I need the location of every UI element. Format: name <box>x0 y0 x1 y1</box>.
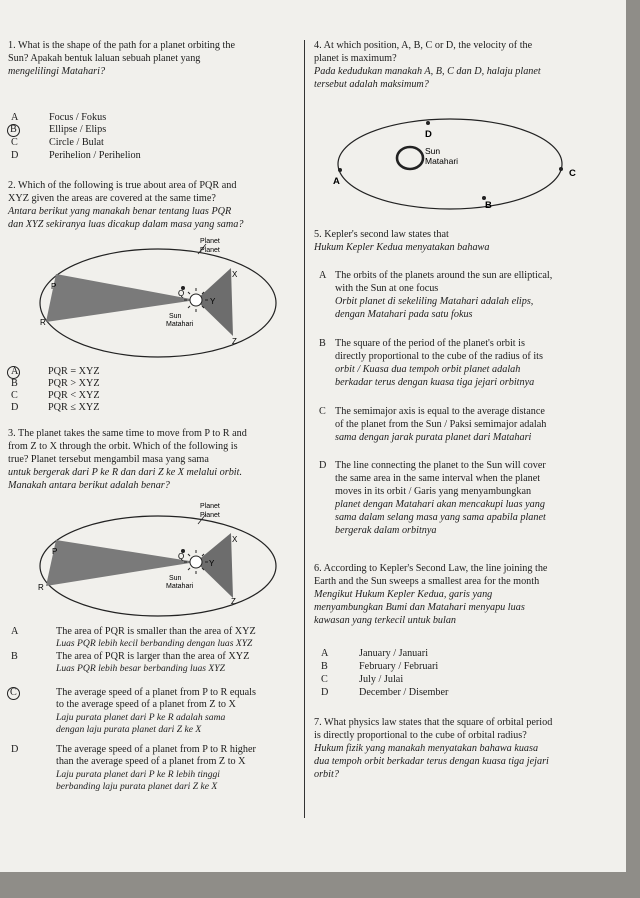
q5-option-a-ms-2: dengan Matahari pada satu fokus <box>335 309 473 320</box>
position-label: D <box>425 129 432 140</box>
q5-option-letter-b: B <box>319 338 326 349</box>
q5-option-d-ms-3: bergerak dalam orbitnya <box>335 525 437 536</box>
point-label: Q <box>178 289 185 298</box>
q1-text-en-1: 1. What is the shape of the path for a planet orbiting the <box>8 40 235 51</box>
q5-option-c-ms: sama dengan jarak purata planet dari Matahari <box>335 432 532 443</box>
sun-label-ms: Matahari <box>425 156 459 166</box>
q3-option-c-en-2: to the average speed of a planet from Z to X <box>56 699 236 710</box>
point-label: Y <box>209 559 215 568</box>
q3-orbit-diagram <box>0 502 300 617</box>
q1-option-a: Focus / Fokus <box>49 112 107 123</box>
q1-option-c: Circle / Bulat <box>49 137 104 148</box>
point-label: R <box>38 583 44 592</box>
q2-text-ms-2: dan XYZ sekiranya luas dicakup dalam masa yang sama? <box>8 219 244 230</box>
q1-text-ms: mengelilingi Matahari? <box>8 66 106 77</box>
q3-option-c-en-1: The average speed of a planet from P to R equals <box>56 687 256 698</box>
q3-text-ms-2: Manakah antara berikut adalah benar? <box>8 480 170 491</box>
point-label: P <box>51 282 57 291</box>
q3-option-letter-d: D <box>11 744 19 755</box>
q5-option-b-en-2: directly proportional to the cube of the radius of its <box>335 351 543 362</box>
q4-text-en-2: planet is maximum? <box>314 53 397 64</box>
q3-option-d-ms-2: berbanding laju purata planet dari Z ke X <box>56 781 218 792</box>
q7-text-ms-2: dua tempoh orbit berkadar terus dengan kuasa tiga jejari <box>314 756 549 767</box>
point-label: Z <box>231 597 236 606</box>
q3-option-c-ms-2: dengan laju purata planet dari Z ke X <box>56 724 202 735</box>
q5-option-a-ms-1: Orbit planet di sekeliling Matahari adalah elips, <box>335 296 534 307</box>
position-label: C <box>569 168 576 179</box>
q5-option-d-ms-2: sama dalam selang masa yang sama apabila planet <box>335 512 546 523</box>
q7-text-ms-1: Hukum fizik yang manakah menyatakan bahawa kuasa <box>314 743 539 754</box>
q3-option-b-en: The area of PQR is larger than the area of XYZ <box>56 651 250 662</box>
q6-option-letter-b: B <box>321 661 328 672</box>
q2-orbit-diagram <box>0 232 300 362</box>
q6-option-d: December / Disember <box>359 687 449 698</box>
position-dot <box>426 121 430 125</box>
point-label: R <box>40 318 46 327</box>
q5-option-b-ms: berkadar terus dengan kuasa tiga jejari orbitnya <box>335 377 535 388</box>
q6-option-letter-c: C <box>321 674 328 685</box>
q5-option-d-ms-1: planet dengan Matahari akan mencakupi luas yang <box>335 499 545 510</box>
q1-option-letter-a: A <box>11 112 19 123</box>
q2-option-letter-b: B <box>11 378 18 389</box>
q3-option-d-en-2: than the average speed of a planet from Z to X <box>56 756 246 767</box>
q3-option-b-ms: Luas PQR lebih besar berbanding luas XYZ <box>56 663 225 674</box>
q6-option-b: February / Februari <box>359 661 439 672</box>
sun-label-ms: Matahari <box>166 321 194 328</box>
q2-option-letter-a: A <box>11 366 19 377</box>
q3-option-letter-c: C <box>10 687 17 698</box>
q1-option-b: Ellipse / Elips <box>49 124 107 135</box>
planet-label: Planet <box>200 503 220 510</box>
q6-text-ms-2: menyambungkan Bumi dan Matahari menyapu luas <box>314 602 525 613</box>
q5-option-d-en-3: moves in its orbit / Garis yang menyambungkan <box>335 486 532 497</box>
q3-text-en-3: true? Planet tersebut mengambil masa yang sama <box>8 454 209 465</box>
q2-option-a: PQR = XYZ <box>48 366 100 377</box>
q5-option-a-en-1: The orbits of the planets around the sun are elliptical, <box>335 270 553 281</box>
q7-text-ms-3: orbit? <box>314 769 339 780</box>
point-label: P <box>52 547 58 556</box>
position-dot <box>338 168 342 172</box>
q5-option-letter-c: C <box>319 406 326 417</box>
q6-text-ms-3: kawasan yang terkecil untuk bulan <box>314 615 457 626</box>
q2-text-en-2: XYZ given the areas are covered at the same time? <box>8 193 216 204</box>
q1-option-letter-b: B <box>10 124 17 135</box>
q1-option-letter-d: D <box>11 150 19 161</box>
sun-icon <box>397 147 423 169</box>
q5-text-en: 5. Kepler's second law states that <box>314 229 449 240</box>
q5-option-b-en-3: orbit / Kuasa dua tempoh orbit planet adalah <box>335 364 521 375</box>
point-label: X <box>232 535 238 544</box>
position-dot <box>559 167 563 171</box>
q2-text-ms-1: Antara berikut yang manakah benar tentang luas PQR <box>8 206 232 217</box>
q3-option-c-ms-1: Laju purata planet dari P ke R adalah sama <box>56 712 226 723</box>
q6-option-c: July / Julai <box>359 674 404 685</box>
sun-label: Sun <box>425 146 441 156</box>
q1-option-letter-c: C <box>11 137 18 148</box>
column-divider <box>304 40 305 818</box>
q2-option-c: PQR < XYZ <box>48 390 100 401</box>
sun-label: Sun <box>169 575 182 582</box>
q3-option-d-en-1: The average speed of a planet from P to R higher <box>56 744 256 755</box>
q6-option-letter-d: D <box>321 687 329 698</box>
q6-text-en-2: Earth and the Sun sweeps a smallest area for the month <box>314 576 540 587</box>
point-label: Z <box>232 337 237 346</box>
sun-label: Sun <box>169 313 182 320</box>
q3-text-en-2: from Z to X through the orbit. Which of the following is <box>8 441 238 452</box>
q4-text-ms-1: Pada kedudukan manakah A, B, C dan D, halaju planet <box>314 66 541 77</box>
q1-text-en-2: Sun? Apakah bentuk laluan sebuah planet yang <box>8 53 201 64</box>
q4-orbit-diagram <box>310 108 610 228</box>
planet-label-ms: Planet <box>200 512 220 519</box>
q1-option-d: Perihelion / Perihelion <box>49 150 141 161</box>
q5-option-d-en-1: The line connecting the planet to the Sun will cover <box>335 460 546 471</box>
q3-option-letter-a: A <box>11 626 19 637</box>
q2-option-letter-d: D <box>11 402 19 413</box>
q6-option-a: January / Januari <box>359 648 429 659</box>
q2-text-en-1: 2. Which of the following is true about area of PQR and <box>8 180 237 191</box>
position-label: A <box>333 176 340 187</box>
q3-option-a-en: The area of PQR is smaller than the area of XYZ <box>56 626 256 637</box>
q5-option-c-en-1: The semimajor axis is equal to the average distance <box>335 406 545 417</box>
position-label: B <box>485 200 492 211</box>
point-label: X <box>232 270 238 279</box>
q5-option-d-en-2: the same area in the same interval when the planet <box>335 473 541 484</box>
point-label: Q <box>178 552 185 561</box>
q7-text-en-1: 7. What physics law states that the square of orbital period <box>314 717 553 728</box>
q5-option-c-en-2: of the planet from the Sun / Paksi semimajor adalah <box>335 419 547 430</box>
q5-option-a-en-2: with the Sun at one focus <box>335 283 439 294</box>
q3-option-letter-b: B <box>11 651 18 662</box>
q3-text-ms-1: untuk bergerak dari P ke R dan dari Z ke X melalui orbit. <box>8 467 242 478</box>
planet-label: Planet <box>200 238 220 245</box>
q3-option-a-ms: Luas PQR lebih kecil berbanding dengan luas XYZ <box>56 638 253 649</box>
q6-text-ms-1: Mengikut Hukum Kepler Kedua, garis yang <box>314 589 493 600</box>
q5-option-b-en-1: The square of the period of the planet's orbit is <box>335 338 525 349</box>
q2-option-d: PQR ≤ XYZ <box>48 402 100 413</box>
q3-option-d-ms-1: Laju purata planet dari P ke R lebih tinggi <box>56 769 220 780</box>
q2-option-letter-c: C <box>11 390 18 401</box>
point-label: Y <box>210 297 216 306</box>
q4-text-en-1: 4. At which position, A, B, C or D, the velocity of the <box>314 40 533 51</box>
q2-option-b: PQR > XYZ <box>48 378 100 389</box>
q6-text-en-1: 6. According to Kepler's Second Law, the line joining the <box>314 563 548 574</box>
sun-label-ms: Matahari <box>166 583 194 590</box>
q4-text-ms-2: tersebut adalah maksimum? <box>314 79 429 90</box>
q6-option-letter-a: A <box>321 648 329 659</box>
q7-text-en-2: is directly proportional to the cube of orbital radius? <box>314 730 527 741</box>
planet-label-ms: Planet <box>200 247 220 254</box>
q5-option-letter-a: A <box>319 270 327 281</box>
q3-text-en-1: 3. The planet takes the same time to move from P to R and <box>8 428 247 439</box>
q5-text-ms: Hukum Kepler Kedua menyatakan bahawa <box>314 242 490 253</box>
area-xyz <box>196 533 233 598</box>
q5-option-letter-d: D <box>319 460 327 471</box>
